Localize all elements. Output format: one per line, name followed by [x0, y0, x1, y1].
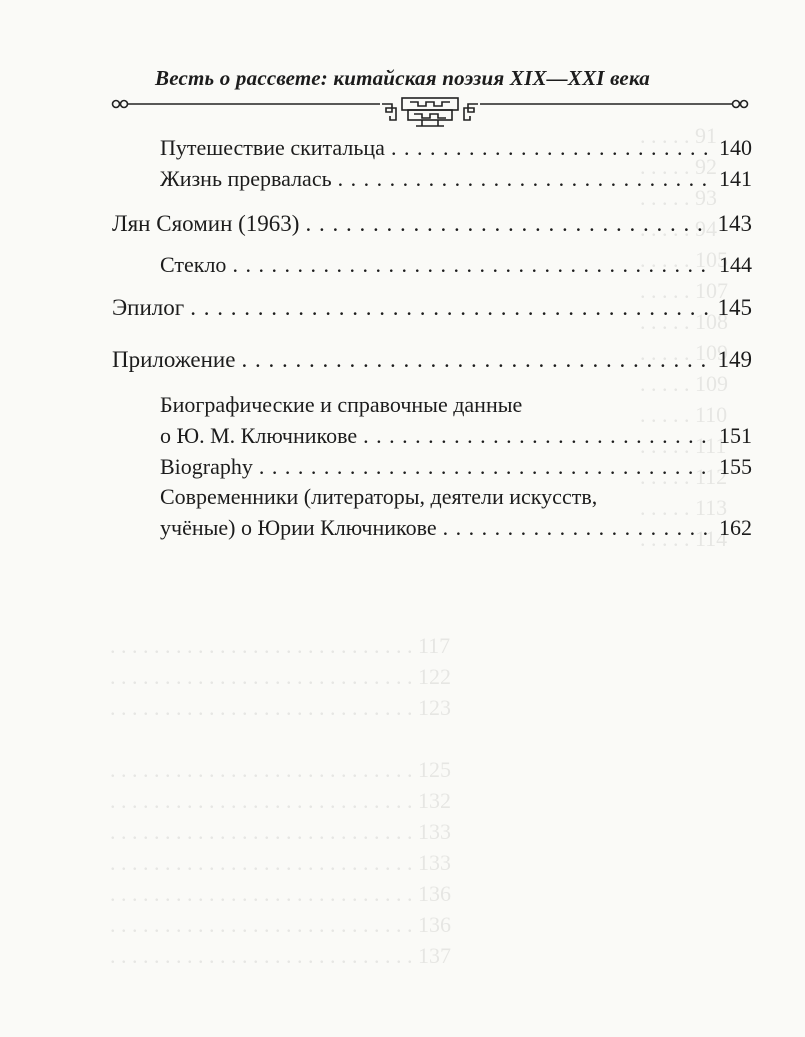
- toc-section-entry[interactable]: [112, 209, 752, 239]
- toc-entry[interactable]: [160, 250, 752, 280]
- toc-entry-title: о Ю. М. Ключникове: [160, 423, 358, 448]
- toc-leader-dots: [232, 250, 713, 280]
- toc-page-number: 140: [719, 135, 752, 160]
- toc-section-entry[interactable]: [112, 293, 752, 323]
- toc-entry[interactable]: [160, 133, 752, 163]
- toc-page-number: 144: [719, 252, 752, 277]
- toc-entry-title: Путешествие скитальца: [160, 135, 385, 160]
- toc-page-number: 149: [717, 347, 752, 372]
- toc-leader-dots: [338, 164, 713, 194]
- running-header: Весть о рассвете: китайская поэзия XIX—XXI века: [155, 66, 650, 90]
- toc-page-number: 162: [719, 515, 752, 540]
- toc-leader-dots: [363, 421, 713, 451]
- toc-leader-dots: [391, 133, 713, 163]
- toc-page-number: 145: [717, 295, 752, 320]
- toc-entry-title: Эпилог: [112, 295, 185, 320]
- toc-leader-dots: [241, 345, 711, 375]
- toc-entry-title: Biography: [160, 454, 253, 479]
- toc-page-number: 155: [719, 454, 752, 479]
- toc-entry-title: Стекло: [160, 252, 227, 277]
- toc-entry-title-line1: Современники (литераторы, деятели искусств,: [160, 484, 598, 509]
- toc-entry[interactable]: [160, 164, 752, 194]
- toc-leader-dots: [305, 209, 711, 239]
- bleed-through-bottom: . . . . . . . . . . . . . . . . . . . . . . . . . . . . 117 . . . . . . . . . . . . . . . . . . . . . . . . . . . . 122 . . . . . . . . . . . . . . . . . . . . . . . . . . . . 123 . . . . . . . . . . . . . . . . . . . . . . . . . . . . 125 . . . . . . . . . . . . . . . . . . . . . . . . . . . . 132 . . . . . . . . . . . . . . . . . . . . . . . . . . . . 133 . . . . . . . . . . . . . . . . . . . . . . . . . . . . 133 . . . . . . . . . . . . . . . . . . . . . . . . . . . . 136 . . . . . . . . . . . . . . . . . . . . . . . . . . . . 136 . . . . . . . . . . . . . . . . . . . . . . . . . . . . 137: [110, 633, 451, 968]
- toc-leader-dots: [443, 513, 713, 543]
- toc-entry-title-line1: Биографические и справочные данные: [160, 392, 523, 417]
- toc-section-entry[interactable]: [112, 345, 752, 375]
- toc-page-number: 143: [717, 211, 752, 236]
- toc-page-number: 141: [719, 166, 752, 191]
- toc-entry-title: Лян Сяомин (1963): [112, 211, 300, 236]
- bleed-through-right: . . . . . 91 . . . . . 92 . . . . . 93 . . . . . 94 . . . . . 105 . . . . . 107 . . . . . 108 . . . . . 109 . . . . . 109 . . . . . 110 . . . . . 111 . . . . . 112 . . . . . 113 . . . . . 114: [640, 123, 728, 551]
- toc-entry-title: учёные) о Юрии Ключникове: [160, 515, 437, 540]
- toc-entry[interactable]: [160, 421, 752, 451]
- toc-entry[interactable]: [160, 513, 752, 543]
- toc-leader-dots: [259, 452, 713, 482]
- toc-entry-title: Жизнь прервалась: [160, 166, 332, 191]
- toc-leader-dots: [190, 293, 711, 323]
- toc-entry[interactable]: [160, 452, 752, 482]
- toc-page-number: 151: [719, 423, 752, 448]
- toc-entry-title: Приложение: [112, 347, 236, 372]
- header-ornament: [110, 96, 750, 128]
